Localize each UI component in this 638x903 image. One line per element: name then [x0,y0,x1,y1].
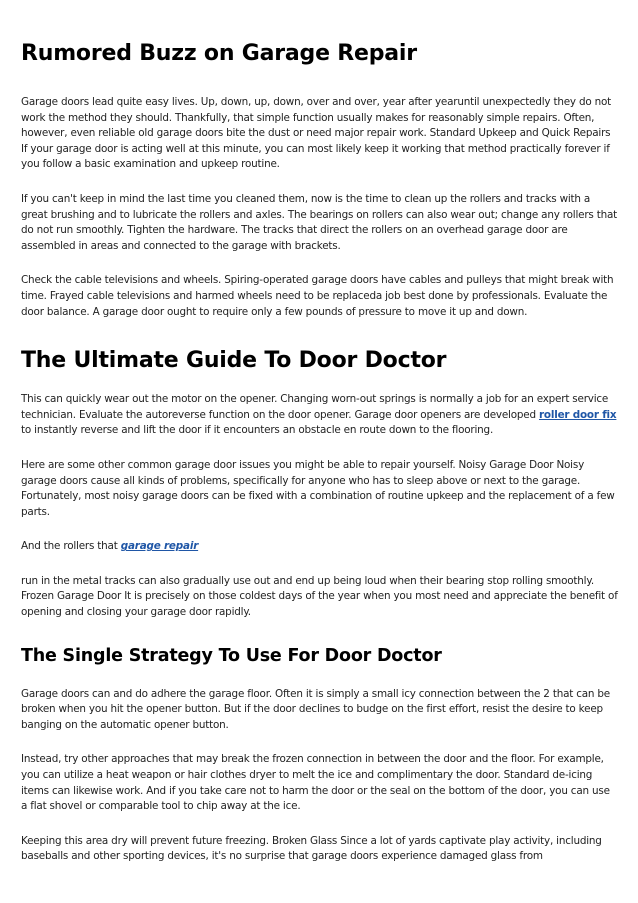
paragraph: Instead, try other approaches that may break the frozen connection in between the door and the floor. For example, you can utilize a heat weapon or hair clothes dryer to melt the ice and complimentary the door. Standard de-icing items can likewise work. And if you take care not to harm the door or the seal on the bottom of the door, you can use a flat shovel or comparable tool to chip away at the ice. [21,753,610,813]
paragraph-text: And the rollers that [21,540,121,553]
paragraph: Check the cable televisions and wheels. Spiring-operated garage doors have cables and pulleys that might break with time. Frayed cable televisions and harmed wheels need to be replaceda job best done by professionals. Evaluate the door balance. A garage door ought to require only a few pounds of pressure to move it up and down. [21,274,614,318]
paragraph-with-link [21,392,619,439]
paragraph: Garage doors lead quite easy lives. Up, down, up, down, over and over, year after yearuntil unexpectedly they do not work the method they should. Thankfully, that simple function usually makes for reasonably simple repairs. Often, however, even reliable old garage doors bite the dust or need major repair work. Standard Upkeep and Quick Repairs If your garage door is acting well at this minute, you can most likely keep it working that method practically forever if you follow a basic examination and upkeep routine. [21,96,612,171]
paragraph-text: to instantly reverse and lift the door if it encounters an obstacle en route down to the flooring. [21,424,494,437]
roller-door-fix-link[interactable]: roller door fix [538,408,617,421]
paragraph: Keeping this area dry will prevent future freezing. Broken Glass Since a lot of yards captivate play activity, including baseballs and other sporting devices, it's no surprise that garage doors experience damaged glass from [21,834,602,863]
garage-repair-link[interactable]: garage repair [120,540,199,553]
paragraph-with-link [21,539,619,555]
paragraph: run in the metal tracks can also gradually use out and end up being loud when their bearing stop rolling smoothly. Frozen Garage Door It is precisely on those coldest days of the year when you most need and appreciate the benefit of opening and closing your garage door rapidly. [21,574,618,619]
paragraph: If you can't keep in mind the last time you cleaned them, now is the time to clean up the rollers and tracks with a great brushing and to lubricate the rollers and axles. The bearings on rollers can also wear out; change any rollers that do not run smoothly. Tighten the hardware. The tracks that direct the rollers on an overhead garage door are assembled in areas and connected to the garage with brackets. [21,192,618,252]
heading-rumored-buzz: Rumored Buzz on Garage Repair [21,41,417,66]
document-page [21,40,619,884]
paragraph: Garage doors can and do adhere the garage floor. Often it is simply a small icy connection between the 2 that can be broken when you hit the opener button. But if the door declines to budge on the first effort, resist the desire to keep banging on the automatic opener button. [21,687,610,731]
paragraph: Here are some other common garage door issues you might be able to repair yourself. Noisy Garage Door Noisy garage doors cause all kinds of problems, specifically for anyone who has to sleep above or next to the garage. Fortunately, most noisy garage doors can be fixed with a combination of routine upkeep and the replacement of a few parts. [21,458,615,518]
paragraph-text: This can quickly wear out the motor on the opener. Changing worn-out springs is normally a job for an expert service technician. Evaluate the autoreverse function on the door opener. Garage door openers are developed [21,393,609,421]
heading-single-strategy: The Single Strategy To Use For Door Doctor [21,645,442,666]
heading-ultimate-guide: The Ultimate Guide To Door Doctor [21,348,447,374]
